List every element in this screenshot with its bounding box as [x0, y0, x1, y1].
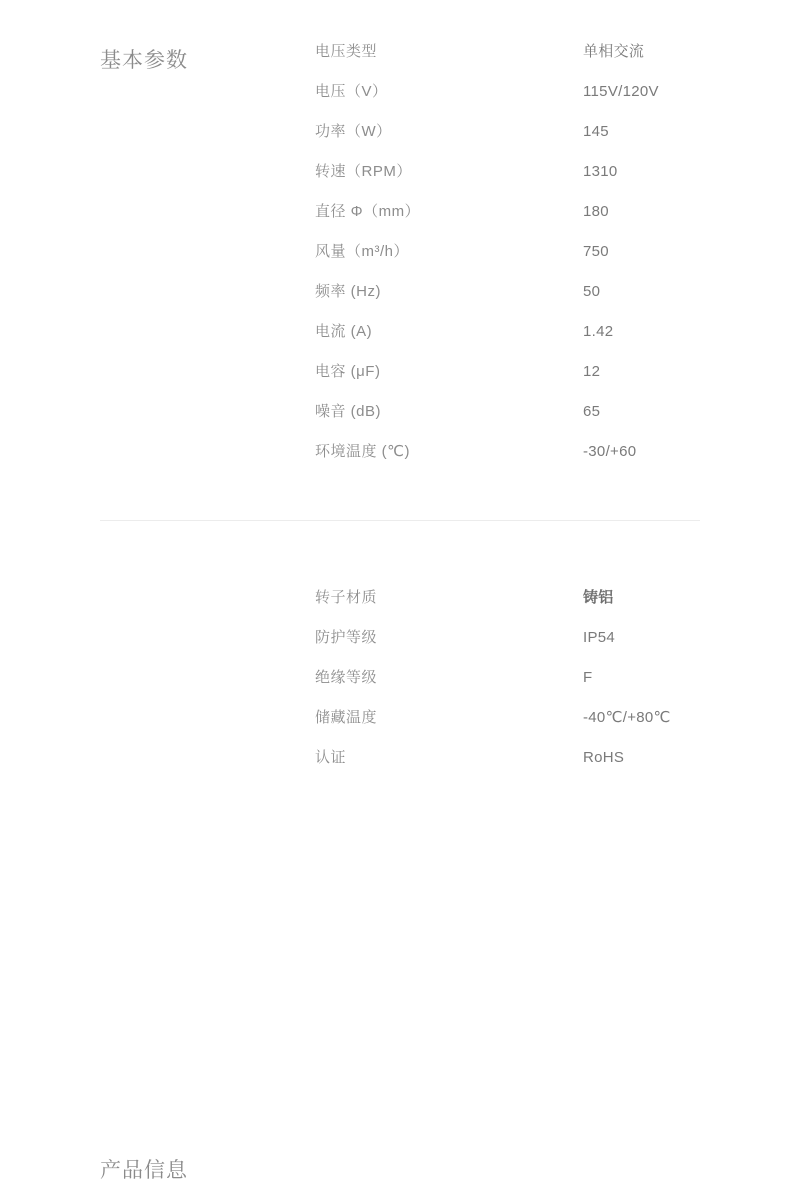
spec-table-product: [315, 586, 800, 786]
table-row: [315, 40, 800, 80]
spec-label: 防护等级: [315, 629, 378, 646]
section-title-basic: 基本参数: [100, 49, 188, 72]
spec-value: IP54: [583, 629, 616, 646]
spec-value: 1310: [583, 163, 618, 180]
spec-value: 65: [583, 403, 601, 420]
spec-label: 风量（m³/h）: [315, 243, 410, 260]
spec-label: 环境温度 (℃): [315, 443, 411, 460]
table-row: [315, 706, 800, 746]
spec-value: 115V/120V: [583, 83, 659, 100]
spec-value: -40℃/+80℃: [583, 709, 671, 726]
spec-label: 频率 (Hz): [315, 283, 381, 300]
section-title-product: 产品信息: [100, 1159, 188, 1182]
spec-label: 认证: [315, 749, 347, 766]
section-product-information: [0, 566, 800, 1182]
table-row: [315, 360, 800, 400]
table-row: [315, 400, 800, 440]
spec-value: 12: [583, 363, 601, 380]
table-row: [315, 160, 800, 200]
spec-label: 转速（RPM）: [315, 163, 412, 180]
spec-label: 噪音 (dB): [315, 403, 382, 420]
spec-label: 电容 (μF): [315, 363, 381, 380]
table-row: [315, 240, 800, 280]
spec-value: 50: [583, 283, 601, 300]
table-row: [315, 666, 800, 706]
spec-value: 铸铝: [583, 589, 614, 606]
spec-value: 750: [583, 243, 609, 260]
table-row: [315, 586, 800, 626]
table-row: [315, 80, 800, 120]
spec-label: 电压（V）: [315, 83, 388, 100]
spec-label: 电压类型: [315, 43, 378, 60]
spec-value: 1.42: [583, 323, 614, 340]
section-basic-parameters: [0, 0, 800, 480]
table-row: [315, 280, 800, 320]
spec-value: RoHS: [583, 749, 625, 766]
table-row: [315, 746, 800, 786]
table-row: [315, 626, 800, 666]
spec-label: 转子材质: [315, 589, 378, 606]
spec-label: 功率（W）: [315, 123, 392, 140]
spec-label: 直径 Φ（mm）: [315, 203, 421, 220]
spec-label: 电流 (A): [315, 323, 373, 340]
spec-value: -30/+60: [583, 443, 637, 460]
table-row: [315, 320, 800, 360]
spec-label: 储藏温度: [315, 709, 378, 726]
table-row: [315, 200, 800, 240]
spec-value: 145: [583, 123, 609, 140]
spec-value: 180: [583, 203, 609, 220]
spec-value: F: [583, 669, 593, 686]
table-row: [315, 440, 800, 480]
spec-label: 绝缘等级: [315, 669, 378, 686]
table-row: [315, 120, 800, 160]
spec-table-basic: [315, 40, 800, 480]
spec-value: 单相交流: [583, 43, 645, 60]
